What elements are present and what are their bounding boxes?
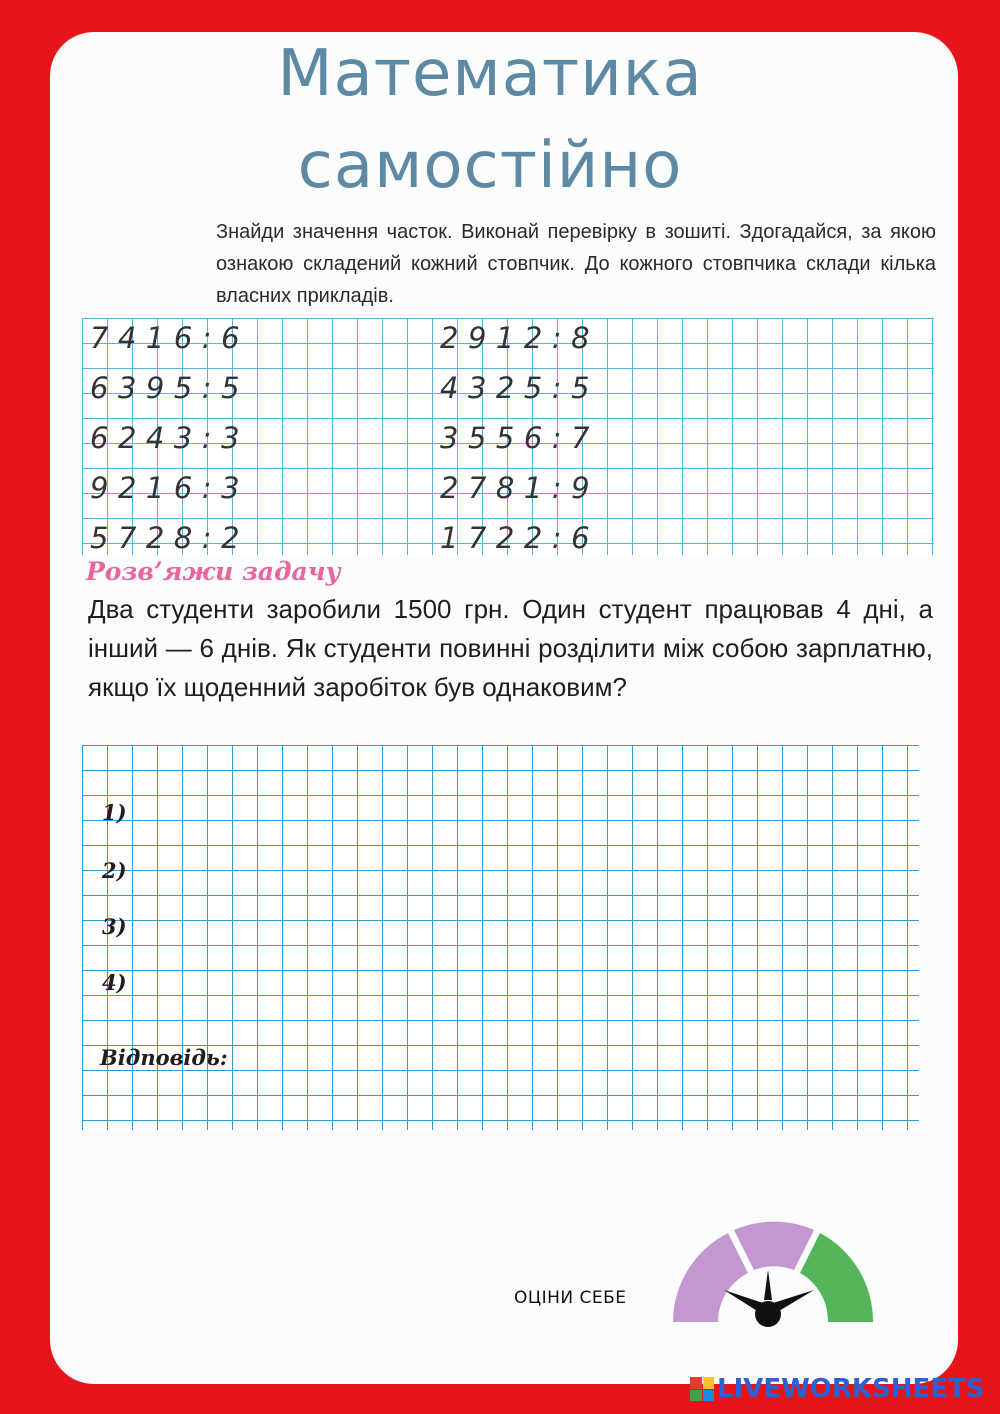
exercise-right-2: 4325:5 — [440, 371, 600, 405]
solution-grid[interactable] — [82, 745, 919, 1130]
instruction-text: Знайди значення часток. Виконай перевірку в зошиті. Здогадайся, за якою ознакою складений кожний стовпчик. До кожного стовпчика склади кілька власних прикладів. — [216, 221, 936, 307]
exercise-right-3: 3556:7 — [440, 421, 600, 455]
solution-step-1: 1) — [102, 800, 127, 825]
solution-step-4: 4) — [102, 970, 127, 995]
task-heading: Розв’яжи задачу — [86, 557, 341, 586]
gauge-segment-low[interactable] — [673, 1233, 748, 1322]
exercise-right-4: 2781:9 — [440, 471, 600, 505]
exercise-left-5: 5728:2 — [90, 521, 250, 555]
brand-logo-icon — [690, 1377, 714, 1401]
gauge-segment-mid[interactable] — [734, 1222, 814, 1270]
exercise-left-3: 6243:3 — [90, 421, 250, 455]
brand-logo — [690, 1374, 985, 1404]
page-title — [0, 28, 980, 212]
task-text: Два студенти заробили 1500 грн. Один студент працював 4 дні, а інший — 6 днів. Як студенти повинні розділити між собою зарплатню, якщо їх щоденний заробіток був однаковим? — [88, 594, 933, 702]
exercise-left-4: 9216:3 — [90, 471, 250, 505]
brand-logo-text: LIVEWORKSHEETS — [717, 1374, 985, 1404]
title-line-2: самостійно — [297, 129, 683, 203]
exercise-right-5: 1722:6 — [440, 521, 600, 555]
answer-label: Відповідь: — [100, 1045, 228, 1070]
solution-step-2: 2) — [102, 858, 127, 883]
exercise-right-1: 2912:8 — [440, 321, 600, 355]
self-assessment-label: ОЦІНИ СЕБЕ — [514, 1288, 627, 1308]
title-line-1: Математика — [277, 37, 703, 111]
gauge-segment-high[interactable] — [800, 1233, 873, 1322]
exercise-left-2: 6395:5 — [90, 371, 250, 405]
exercise-left-1: 7416:6 — [90, 321, 250, 355]
self-assessment-gauge[interactable] — [668, 1218, 878, 1343]
solution-step-3: 3) — [102, 914, 127, 939]
